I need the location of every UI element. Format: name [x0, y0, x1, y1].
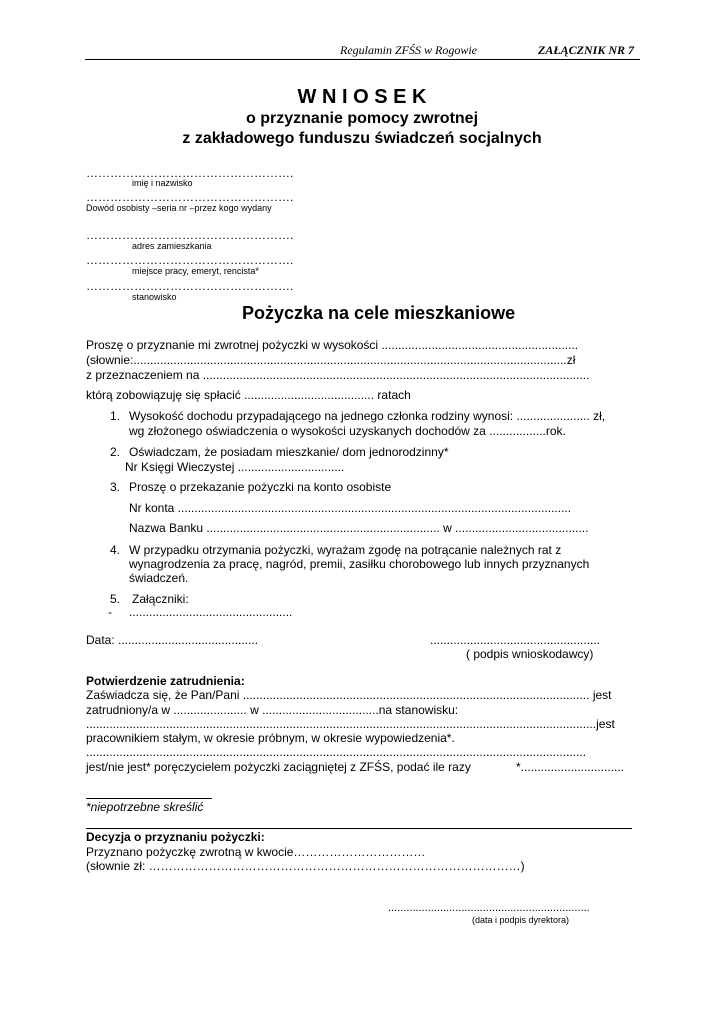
director-signature-dots: .................................................................. [388, 902, 590, 914]
item-4-line-b: wynagrodzenia za pracę, nagród, premii, zasiłku chorobowego lub innych przyznanych [129, 557, 590, 571]
item-2-line-b: Nr Księgi Wieczystej ................................ [125, 460, 345, 474]
applicant-signature-label: ( podpis wnioskodawcy) [466, 647, 594, 661]
title-main: W N I O S E K [297, 86, 427, 108]
item-4-line-a: W przypadku otrzymania pożyczki, wyrażam zgodę na potrącanie należnych rat z [129, 543, 562, 557]
date-field: Data: .......................................... [86, 633, 259, 647]
employment-line-5: ...................................................................................................................................................... [86, 745, 587, 759]
header-regulation: Regulamin ZFŚS w Rogowie [340, 43, 477, 57]
request-installments: którą zobowiązuję się spłacić ....................................... ratach [86, 388, 411, 402]
applicant-signature-dots: ................................................... [430, 633, 601, 647]
title-line2: o przyznanie pomocy zwrotnej [245, 110, 479, 127]
item-2-line-a: Oświadczam, że posiadam mieszkanie/ dom jednorodzinny* [129, 445, 449, 459]
address-dots: ……………………………………………. [86, 228, 294, 242]
request-amount: Proszę o przyznanie mi zwrotnej pożyczki w wysokości ........................................................... [86, 338, 579, 352]
employment-line-2: zatrudniony/a w ...................... w ...................................na stanowisku: [86, 703, 459, 717]
item-5-number: 5. [110, 592, 121, 606]
workplace-label: miejsce pracy, emeryt, rencista* [132, 266, 259, 276]
employment-line-6: jest/nie jest* poręczycielem pożyczki zaciągniętej z ZFŚS, podać ile razy [86, 760, 471, 774]
item-2-number: 2. [110, 445, 121, 459]
request-words: (słownie:..................................................................................................................................zł [86, 353, 576, 367]
id-dots: ……………………………………………. [86, 190, 294, 204]
employment-title: Potwierdzenie zatrudnienia: [86, 674, 245, 688]
decision-amount: Przyznano pożyczkę zwrotną w kwocie…………………………… [86, 845, 426, 859]
item-1-line-a: Wysokość dochodu przypadającego na jednego członka rodziny wynosi: ...................... zł, [129, 409, 606, 423]
decision-words: (słownie zł: …………………………………………………………………………………) [86, 859, 525, 873]
footnote: *niepotrzebne skreślić [86, 800, 204, 814]
item-3-line-a: Proszę o przekazanie pożyczki na konto osobiste [129, 480, 392, 494]
address-label: adres zamieszkania [132, 241, 212, 251]
title-line3: z zakładowego funduszu świadczeń socjalnych [182, 130, 542, 147]
decision-rule [86, 828, 632, 829]
employment-line-1: Zaświadcza się, że Pan/Pani ........................................................................................................ jest [86, 688, 612, 702]
workplace-dots: ……………………………………………. [86, 253, 294, 267]
decision-title: Decyzja o przyznaniu pożyczki: [86, 830, 265, 844]
item-1-number: 1. [110, 409, 121, 423]
director-signature-label: (data i podpis dyrektora) [472, 915, 570, 925]
employment-line-6-dots: *............................... [516, 760, 625, 774]
item-5-dots: ................................................. [129, 605, 293, 619]
item-3-account: Nr konta ...................................................................................................................... [129, 501, 572, 515]
item-3-bank: Nazwa Banku ...................................................................... w ........................................ [129, 521, 589, 535]
position-dots: ……………………………………………. [86, 279, 294, 293]
loan-title: Pożyczka na cele mieszkaniowe [242, 303, 516, 323]
position-label: stanowisko [132, 292, 177, 302]
item-3-number: 3. [110, 480, 121, 494]
item-4-line-c: świadczeń. [129, 571, 189, 585]
item-4-number: 4. [110, 543, 121, 557]
footnote-rule [86, 798, 212, 799]
item-1-line-b: wg złożonego oświadczenia o wysokości uzyskanych dochodów za .................rok. [129, 424, 566, 438]
name-dots: ……………………………………………. [86, 166, 294, 180]
header-rule [85, 59, 640, 60]
item-5-dash: - [108, 605, 112, 619]
employment-line-4: pracownikiem stałym, w okresie próbnym, w okresie wypowiedzenia*. [86, 731, 455, 745]
item-5-label: Załączniki: [132, 592, 189, 606]
name-label: imię i nazwisko [132, 178, 193, 188]
request-purpose: z przeznaczeniem na .................................................................................................................... [86, 368, 590, 382]
employment-line-3: .........................................................................................................................................................jest [86, 717, 615, 731]
header-attachment: ZAŁĄCZNIK NR 7 [538, 43, 635, 57]
id-label: Dowód osobisty –seria nr –przez kogo wydany [86, 203, 272, 213]
